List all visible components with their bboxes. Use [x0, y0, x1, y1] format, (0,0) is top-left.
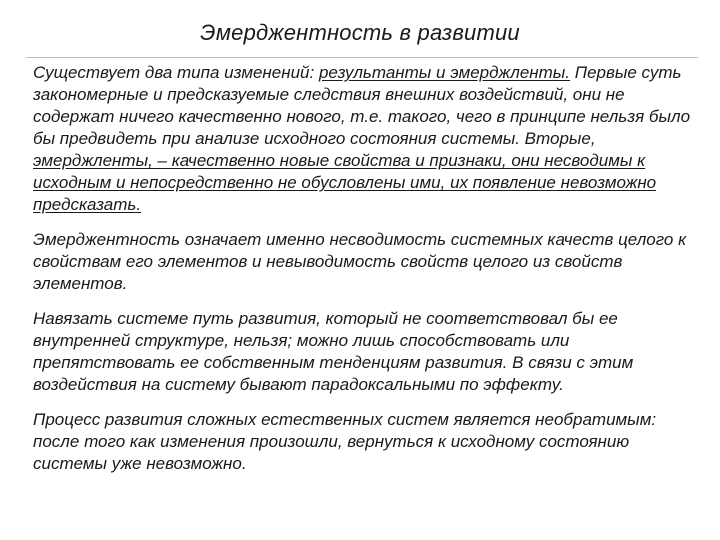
- title-divider: [26, 57, 698, 58]
- paragraph-text: Существует два типа изменений:: [33, 63, 319, 82]
- paragraph-change-types: [33, 62, 693, 216]
- slide-title: Эмерджентность в развитии: [200, 20, 520, 45]
- paragraph-emergence-definition: Эмерджентность означает именно несводимость системных качеств целого к свойствам его элементов и невыводимость свойств целого из свойств элементов.: [33, 230, 687, 293]
- underlined-term-types: результанты и эмерджленты.: [318, 63, 571, 82]
- slide-body: [33, 62, 693, 488]
- paragraph-text: Первые суть закономерные и предсказуемые следствия внешних воздействий, они не содержат ничего качественно нового, т.е. такого, чего в принципе нельзя было бы предвидеть при анализе исходного состояния системы. Вторые,: [33, 63, 691, 148]
- paragraph-development-path: Навязать системе путь развития, который не соответствовал бы ее внутренней структуре, нельзя; можно лишь способствовать или препятствовать ее собственным тенденциям развития. В связи с этим воздействия на систему бывают парадоксальными по эффекту.: [33, 309, 634, 394]
- underlined-emergent-definition: эмерджленты, – качественно новые свойства и признаки, они несводимы к исходным и непосредственно не обусловлены ими, их появление невозможно предсказать.: [33, 151, 657, 214]
- paragraph-irreversibility: Процесс развития сложных естественных систем является необратимым: после того как изменения произошли, вернуться к исходному состоянию системы уже невозможно.: [33, 410, 657, 473]
